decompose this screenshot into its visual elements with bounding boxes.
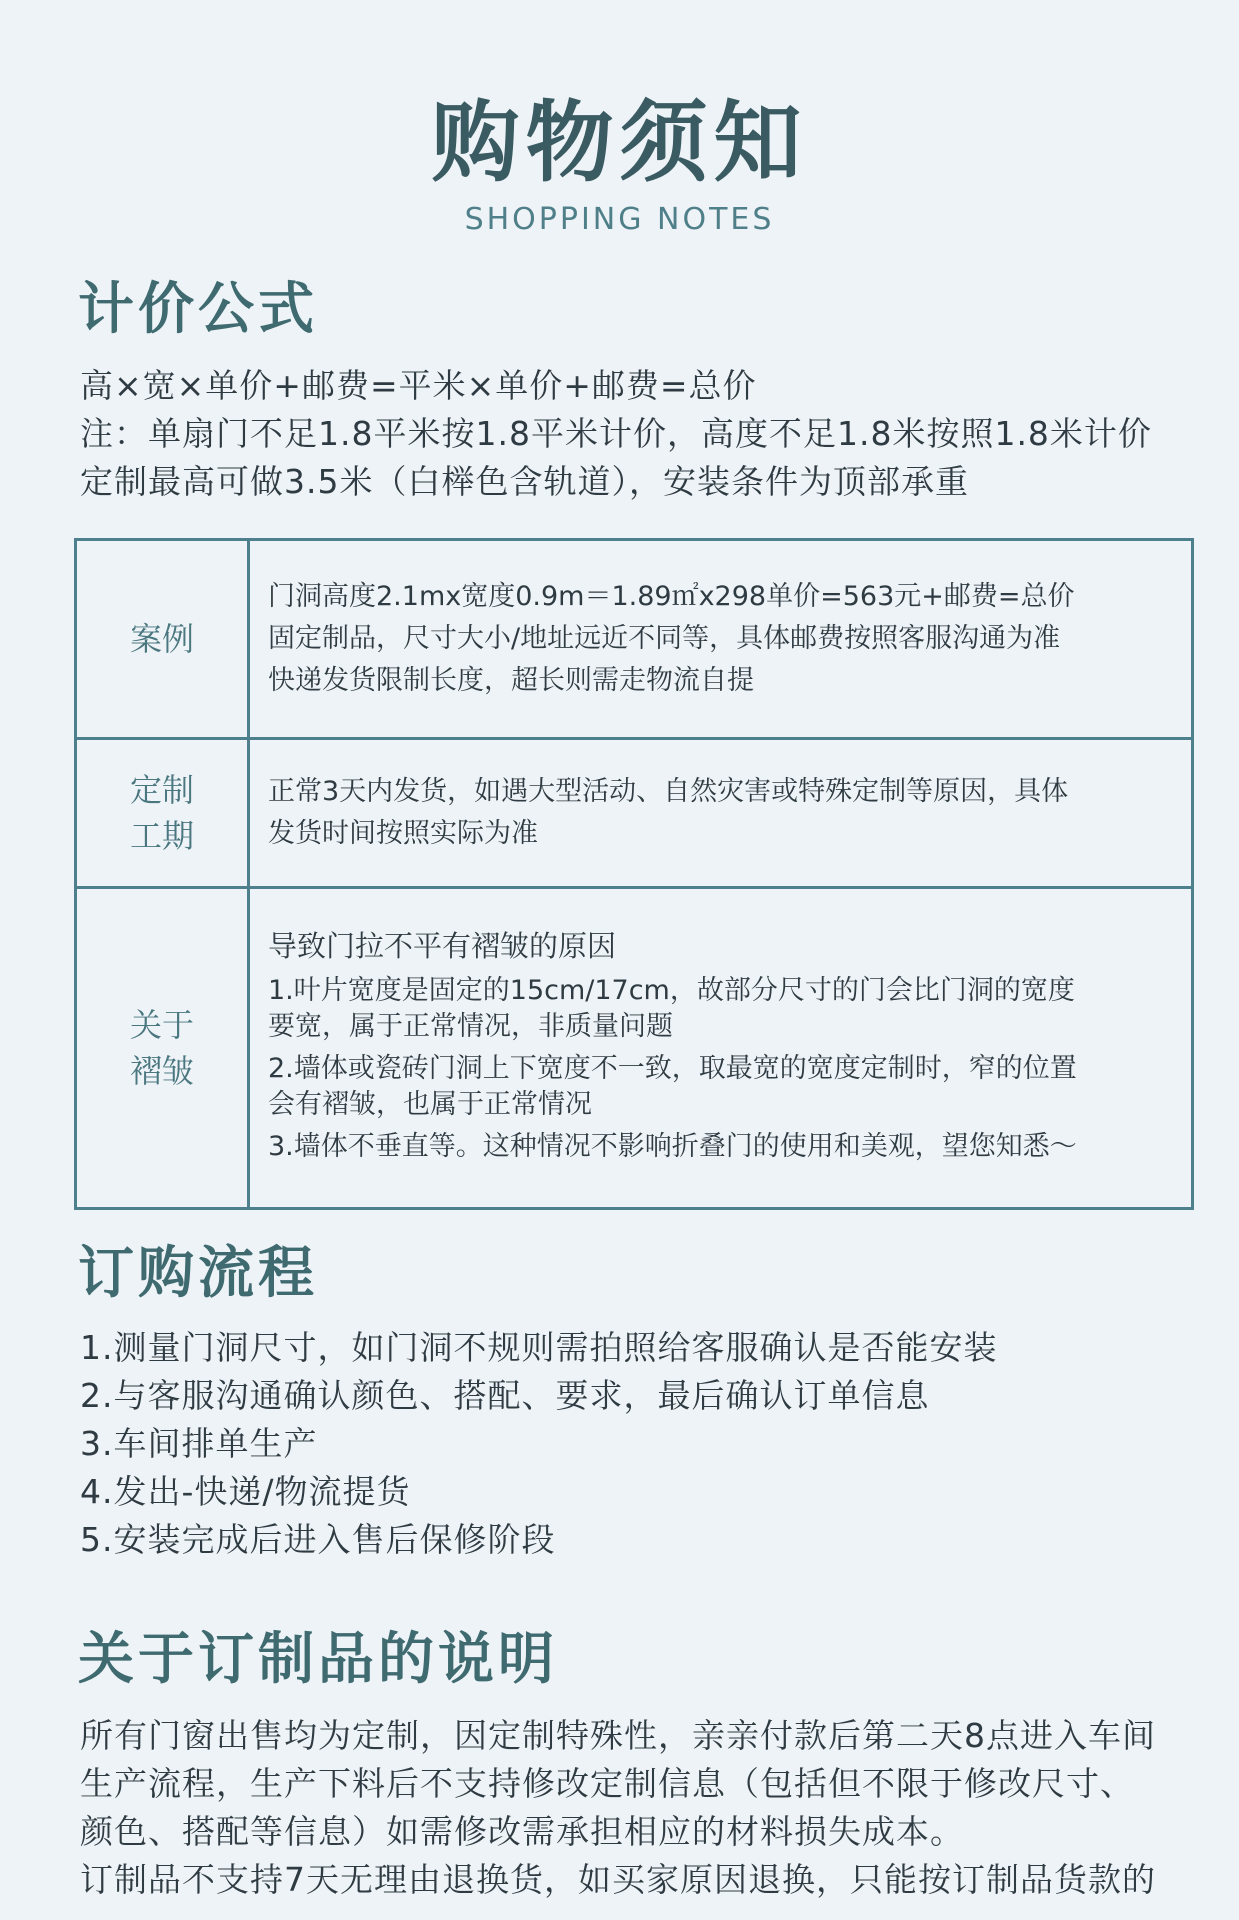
order-step: 3.车间排单生产 [80, 1424, 318, 1463]
pricing-line: 注：单扇门不足1.8平米按1.8平米计价，高度不足1.8米按照1.8米计价 [80, 414, 1152, 453]
wrinkle-item [268, 1129, 1161, 1165]
content-line: 会有褶皱，也属于正常情况 [268, 1089, 592, 1120]
row-label-lead-time [76, 739, 249, 888]
content-line: 固定制品，尺寸大小/地址远近不同等，具体邮费按照客服沟通为准 [268, 623, 1061, 654]
content-line: 要宽，属于正常情况，非质量问题 [268, 1011, 673, 1042]
order-section-title: 订购流程 [78, 1241, 318, 1306]
order-step: 5.安装完成后进入售后保修阶段 [80, 1520, 556, 1559]
wrinkle-item [268, 973, 1161, 1045]
wrinkle-heading: 导致门拉不平有褶皱的原因 [268, 929, 617, 963]
order-step: 1.测量门洞尺寸，如门洞不规则需拍照给客服确认是否能安装 [80, 1328, 998, 1367]
row-content-wrinkles [249, 888, 1193, 1209]
content-line: 快递发货限制长度，超长则需走物流自提 [268, 665, 754, 696]
content-line: 3.墙体不垂直等。这种情况不影响折叠门的使用和美观，望您知悉～ [268, 1131, 1077, 1162]
custom-line: 颜色、搭配等信息）如需修改需承担相应的材料损失成本。 [80, 1812, 964, 1851]
custom-line: 所有门窗出售均为定制，因定制特殊性，亲亲付款后第二天8点进入车间 [80, 1716, 1156, 1755]
label-line: 关于 [129, 1006, 194, 1044]
row-content-example [249, 540, 1193, 739]
content-line: 正常3天内发货，如遇大型活动、自然灾害或特殊定制等原因，具体 [268, 776, 1069, 807]
label-line: 工期 [129, 817, 194, 855]
content-line: 发货时间按照实际为准 [268, 818, 538, 849]
row-label-example: 案例 [76, 540, 249, 739]
info-table [74, 538, 1194, 1210]
order-step: 4.发出-快递/物流提货 [80, 1472, 411, 1511]
label-line: 褶皱 [129, 1052, 194, 1090]
content-line: 1.叶片宽度是固定的15cm/17cm，故部分尺寸的门会比门洞的宽度 [268, 975, 1075, 1006]
pricing-line: 定制最高可做3.5米（白榉色含轨道），安装条件为顶部承重 [80, 462, 969, 501]
label-line: 定制 [129, 771, 194, 809]
table-row [76, 540, 1193, 739]
custom-line: 订制品不支持7天无理由退换货，如买家原因退换，只能按订制品货款的 [80, 1860, 1156, 1899]
row-label-wrinkles [76, 888, 249, 1209]
table-row [76, 888, 1193, 1209]
page-title: 购物须知 [431, 91, 808, 194]
table-row [76, 739, 1193, 888]
pricing-text [80, 362, 1180, 506]
page-subtitle: SHOPPING NOTES [464, 202, 775, 237]
content-line: 2.墙体或瓷砖门洞上下宽度不一致，取最宽的宽度定制时，窄的位置 [268, 1053, 1077, 1084]
custom-section-title: 关于订制品的说明 [78, 1627, 558, 1692]
order-steps [80, 1324, 1180, 1564]
pricing-section-title: 计价公式 [78, 277, 318, 342]
custom-line: 生产流程，生产下料后不支持修改定制信息（包括但不限于修改尺寸、 [80, 1764, 1134, 1803]
wrinkle-item [268, 1051, 1161, 1123]
pricing-line: 高×宽×单价+邮费=平米×单价+邮费=总价 [80, 366, 757, 405]
row-content-lead-time [249, 739, 1193, 888]
custom-text [80, 1712, 1180, 1904]
content-line: 门洞高度2.1mx宽度0.9m＝1.89㎡x298单价=563元+邮费=总价 [268, 581, 1075, 612]
order-step: 2.与客服沟通确认颜色、搭配、要求，最后确认订单信息 [80, 1376, 930, 1415]
